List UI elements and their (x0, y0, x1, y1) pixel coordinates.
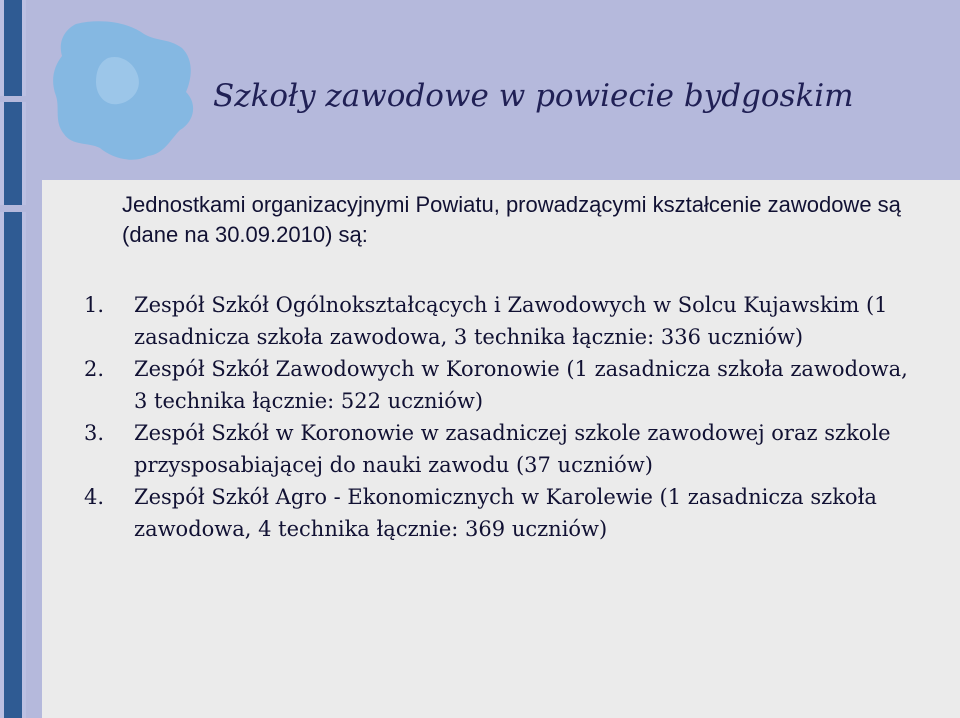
bar-gap (0, 96, 26, 102)
item-number: 2. (84, 357, 105, 381)
list-item (84, 353, 924, 417)
slide-title: Szkoły zawodowe w powiecie bydgoskim (213, 78, 854, 114)
item-number: 4. (84, 485, 105, 509)
item-number: 3. (84, 421, 105, 445)
bar-gap (0, 205, 26, 212)
item-text: Zespół Szkół Zawodowych w Koronowie (1 zasadnicza szkoła zawodowa, 3 technika łącznie: 522 uczniów) (134, 357, 908, 413)
list-item (84, 417, 924, 481)
item-number: 1. (84, 293, 105, 317)
list-item (84, 289, 924, 353)
item-text: Zespół Szkół w Koronowie w zasadniczej szkole zawodowej oraz szkole przysposabiającej do nauki zawodu (37 uczniów) (134, 421, 891, 477)
item-text: Zespół Szkół Agro - Ekonomicznych w Karolewie (1 zasadnicza szkoła zawodowa, 4 technika łącznie: 369 uczniów) (134, 485, 877, 541)
intro-paragraph: Jednostkami organizacyjnymi Powiatu, prowadzącymi kształcenie zawodowe są (dane na 30.09.2010) są: (122, 192, 901, 247)
left-decorative-bars (0, 0, 26, 718)
county-map-icon (48, 18, 198, 166)
list-item (84, 481, 924, 545)
item-text: Zespół Szkół Ogólnokształcących i Zawodowych w Solcu Kujawskim (1 zasadnicza szkoła zawodowa, 3 technika łącznie: 336 uczniów) (134, 293, 888, 349)
school-list (84, 289, 924, 545)
